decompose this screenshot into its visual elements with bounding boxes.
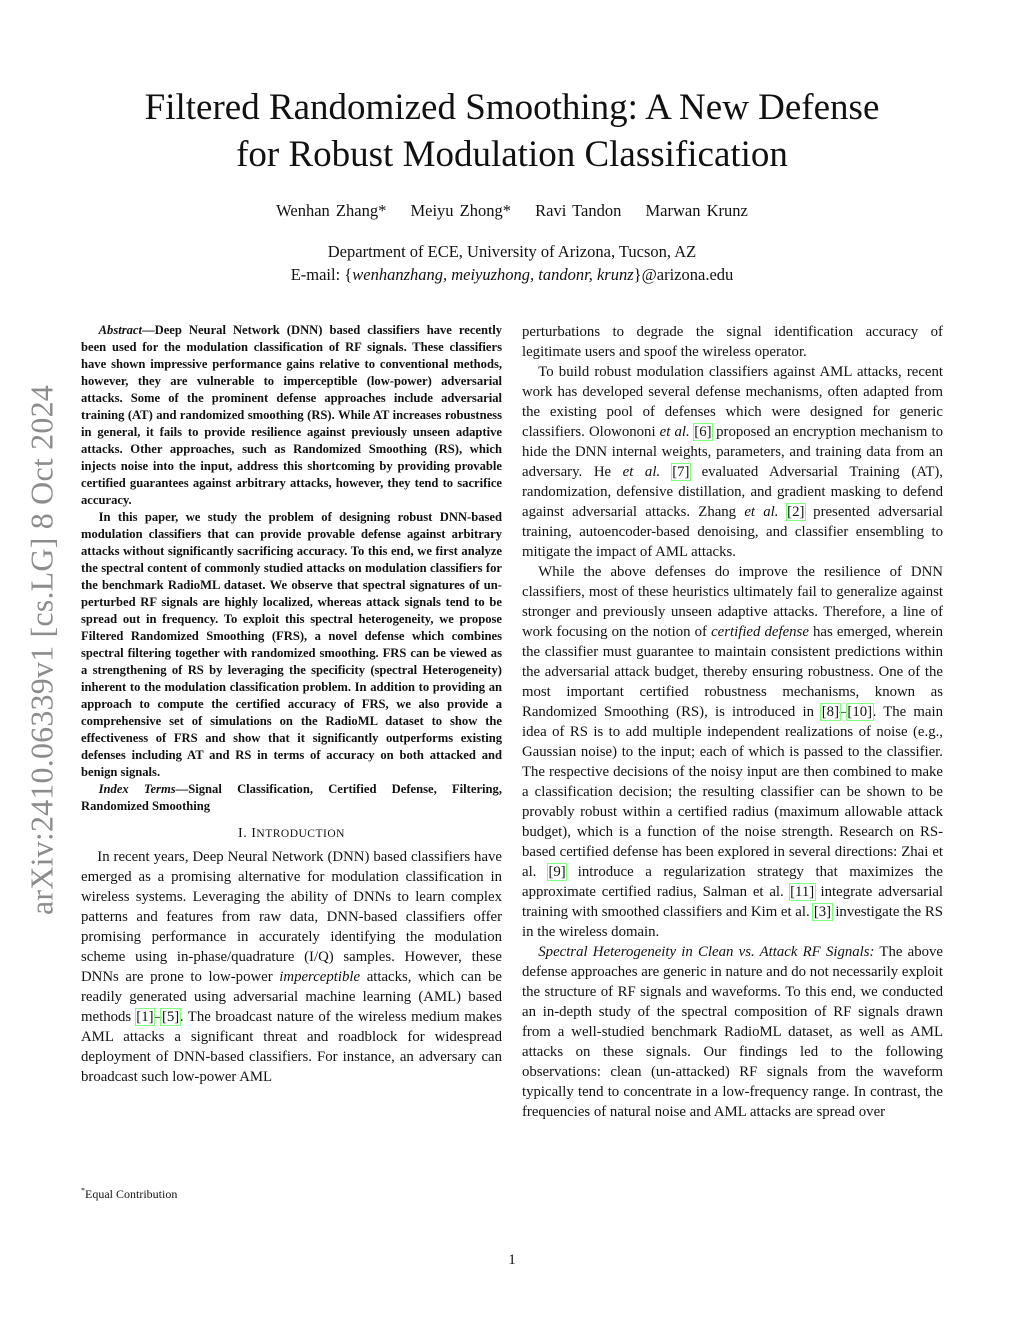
citation-link[interactable]: [11] [790,884,815,900]
citation-link[interactable]: [7] [672,464,690,480]
citation-link[interactable]: [1] [136,1009,154,1025]
abstract-paragraph-2: In this paper, we study the problem of designing robust DNN-based modulation classifiers that can provide provable defense against arbitrary attacks without significantly sacrificing accuracy. To this end, we first analyze the spectral content of commonly studied attacks on modulation classifiers for the benchmark RadioML dataset. We observe that spectral signatures of un-perturbed RF signals are highly localized, whereas attack signals tend to be spread out in frequency. To exploit this spectral heterogeneity, we propose Filtered Randomized Smoothing (FRS), a novel defense which combines spectral filtering together with randomized smoothing. FRS can be viewed as a strengthening of RS by leveraging the specificity (spectral Heterogeneity) inherent to the modulation classification problem. In addition to providing an approach to compute the certified accuracy of FRS, we also provide a comprehensive set of simulations on the RadioML dataset to show the effectiveness of FRS and show that it significantly outperforms existing defenses including AT and RS in terms of accuracy on both attacked and benign signals. [81,510,502,779]
citation-link[interactable]: [8] [821,704,840,720]
paragraph-heading: Spectral Heterogeneity in Clean vs. Attack RF Signals: [538,944,875,960]
page-number: 1 [508,1252,516,1268]
footnote: *Equal Contribution [81,1186,178,1201]
affiliation: Department of ECE, University of Arizona, Tucson, AZ [327,242,697,261]
author-1: Wenhan Zhang* [276,201,387,220]
author-4: Marwan Krunz [645,201,748,220]
arxiv-id: arXiv:2410.06339v1 [cs.LG] 8 Oct 2024 [23,385,60,915]
email-names: wenhanzhang, meiyuzhong, tandonr, krunz [352,265,634,284]
author-list [80,201,944,221]
arxiv-watermark [22,365,62,935]
right-paragraph-3: Spectral Heterogeneity in Clean vs. Attack RF Signals: The above defense approaches are generic in nature and do not necessarily exploit the structure of RF signals and waveforms. To this end, we conducted an in-depth study of the spectral composition of RF signals drawn from a well-studied benchmark RadioML dataset, as well as AML attacks on these signals. Our findings led to the following observations: clean (un-attacked) RF signals from the waveform typically tend to concentrate in a low-frequency range. In contrast, the frequencies of natural noise and AML attacks are spread over [522,944,944,1120]
citation-link[interactable]: [5] [161,1009,180,1025]
abstract-paragraph-1: Abstract—Deep Neural Network (DNN) based classifiers have recently been used for the modulation classification of RF signals. These classifiers have shown impressive performance gains relative to conventional methods, however, they are vulnerable to imperceptible (low-power) adversarial attacks. Some of the prominent defense approaches include adversarial training (AT) and randomized smoothing (RS). While AT increases robustness in general, it fails to provide resilience against previously unseen adaptive attacks. Other approaches, such as Randomized Smoothing (RS), which injects noise into the input, address this shortcoming by providing provable certified guarantees against arbitrary attacks, however, they tend to sacrifice accuracy. [81,323,502,507]
left-column [81,322,502,1087]
author-3: Ravi Tandon [535,201,622,220]
affiliation-block [80,240,944,286]
paper-title [80,84,944,178]
right-paragraph-1: To build robust modulation classifiers against AML attacks, recent work has developed several defense mechanisms, often adapted from the existing pool of defenses which were designed for generic classifiers. Olowononi et al. [6] proposed an encryption mechanism to hide the DNN internal weights, parameters, and training data from an adversary. He et al. [7] evaluated Adversarial Training (AT), randomization, defensive distillation, and gradient masking to defend against adversarial attacks. Zhang et al. [2] presented adversarial training, autoencoder-based denoising, and classifier ensembling to mitigate the impact of AML attacks. [522,364,943,560]
title-line-2: for Robust Modulation Classification [236,134,788,175]
citation-link[interactable]: [9] [548,864,566,880]
title-line-1: Filtered Randomized Smoothing: A New Defense [144,87,880,128]
right-paragraph-2: While the above defenses do improve the resilience of DNN classifiers, most of these heuristics ultimately fail to generalize against stronger and previously unseen adaptive attacks. Therefore, a line of work focusing on the notion of certified defense has emerged, wherein the classifier must guarantee to maintain consistent predictions within the adversarial attack budget, thereby ensuring robustness. One of the most important certified robustness mechanisms, known as Randomized Smoothing (RS), is introduced in [8]–[10]. The main idea of RS is to add multiple independent realizations of noise (e.g., Gaussian noise) to the input; each of which is passed to the classifier. The respective decisions of the noisy input are then combined to make a classification decision; the resulting classifier can be shown to be provably robust within a certified radius (maximum allowable attack budget), which is a function of the noise strength. Research on RS-based certified defense has been explored in several directions: Zhai et al. [9] introduce a regularization strategy that maximizes the approximate certified radius, Salman et al. [11] integrate adversarial training with smoothed classifiers and Kim et al. [3] investigate the RS in the wireless domain. [522,564,944,940]
index-terms-label: Index Terms [98,782,176,796]
abstract-label: Abstract [98,323,143,337]
section-heading-introduction: I. INTRODUCTION [238,826,345,841]
author-2: Meiyu Zhong* [410,201,511,220]
email-line: E-mail: {wenhanzhang, meiyuzhong, tandonr, krunz}@arizona.edu [290,265,734,284]
right-column [522,322,943,1122]
intro-paragraph: In recent years, Deep Neural Network (DNN) based classifiers have emerged as a promising alternative for modulation classification in wireless systems. Leveraging the ability of DNNs to learn complex patterns and features from raw data, DNN-based classifiers offer promising performance in accurately identifying the modulation scheme using in-phase/quadrature (I/Q) samples. However, these DNNs are prone to low-power imperceptible attacks, which can be readily generated using adversarial machine learning (AML) based methods [1]–[5]. The broadcast nature of the wireless medium makes AML attacks a significant threat and roadblock for widespread deployment of DNN-based classifiers. For instance, an adversary can broadcast such low-power AML [81,849,503,1085]
abstract [81,322,502,815]
citation-link[interactable]: [6] [694,424,712,440]
citation-link[interactable]: [3] [813,904,832,920]
right-paragraph-0: perturbations to degrade the signal identification accuracy of legitimate users and spoof the wireless operator. [522,324,943,360]
citation-link[interactable]: [10] [847,704,873,720]
index-terms: Index Terms—Signal Classification, Certified Defense, Filtering, Randomized Smoothing [81,782,502,813]
citation-link[interactable]: [2] [787,504,805,520]
